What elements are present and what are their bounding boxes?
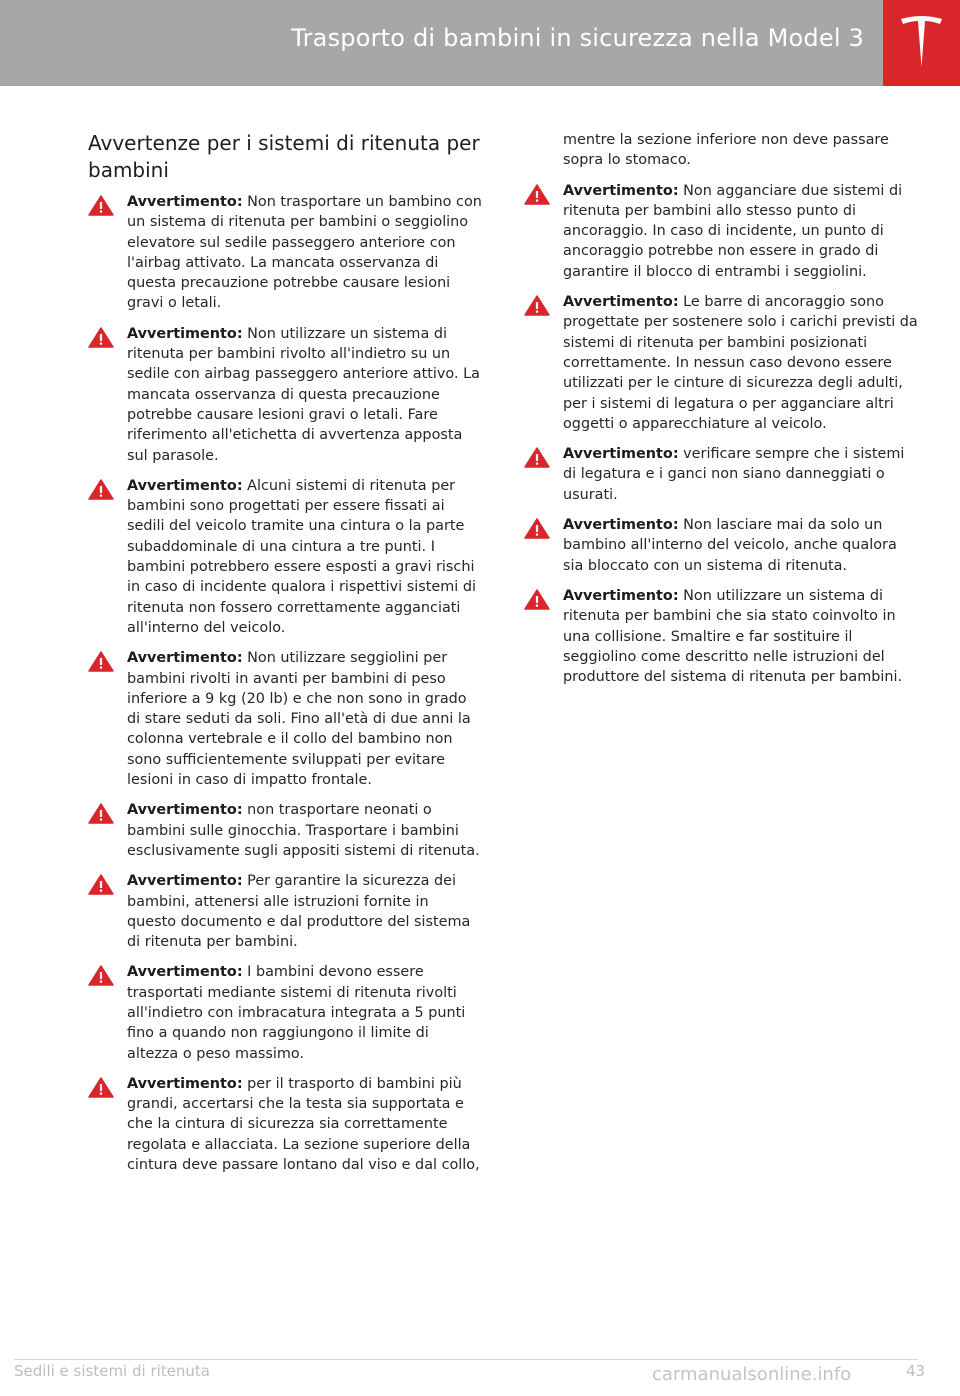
warning-text: Non lasciare mai da solo un bambino all'interno del veicolo, anche qualora sia bloccato con un sistema di ritenuta. <box>563 517 897 574</box>
section-title: Avvertenze per i sistemi di ritenuta per bambini <box>88 131 480 182</box>
warning-text: I bambini devono essere trasportati mediante sistemi di ritenuta rivolti all'indietro con imbracatura integrata a 5 punti fino a quando non raggiungono il limite di altezza o peso massimo. <box>127 964 466 1062</box>
warning-label: Avvertimento: <box>127 650 243 667</box>
warning-label: Avvertimento: <box>127 477 243 494</box>
watermark: carmanualsonline.info <box>652 1364 852 1385</box>
warning-item <box>88 324 482 466</box>
warning-item <box>524 515 920 576</box>
warning-triangle-icon <box>88 479 114 500</box>
warning-text: Non utilizzare un sistema di ritenuta per bambini che sia stato coinvolto in una collisione. Smaltire e far sostituire il seggiolino come descritto nelle istruzioni del produttore del sistema di ritenuta per bambini. <box>563 587 903 686</box>
warning-text: verificare sempre che i sistemi di legatura e i ganci non siano danneggiati o usurati. <box>563 446 905 503</box>
warning-item <box>524 444 920 505</box>
warning-item <box>88 871 482 952</box>
warning-text: Le barre di ancoraggio sono progettate per sostenere solo i carichi previsti da sistemi di ritenuta per bambini posizionati correttamente. In nessun caso devono essere utilizzati per le cinture di sicurezza degli adulti, per i sistemi di legatura o per agganciare altri oggetti o apparecchiature al veicolo. <box>563 294 918 432</box>
warning-triangle-icon <box>88 195 114 216</box>
warning-triangle-icon <box>88 1077 114 1098</box>
warning-text: per il trasporto di bambini più grandi, accertarsi che la testa sia supportata e che la cintura di sicurezza sia correttamente regolata e allacciata. La sezione superiore della cintura deve passare lontano dal viso e dal collo, <box>127 1075 480 1174</box>
warning-text: non trasportare neonati o bambini sulle ginocchia. Trasportare i bambini esclusivamente sugli appositi sistemi di ritenuta. <box>127 802 480 859</box>
warning-text: Non utilizzare seggiolini per bambini rivolti in avanti per bambini di peso inferiore a 9 kg (20 lb) e che non sono in grado di stare seduti da soli. Fino all'età di due anni la colonna vertebrale e il collo del bambino non sono sufficientemente sviluppati per evitare lesioni in caso di impatto frontale. <box>127 650 471 789</box>
warning-label: Avvertimento: <box>563 294 679 311</box>
warning-label: Avvertimento: <box>563 517 679 534</box>
warning-item <box>88 1074 482 1175</box>
warning-item <box>88 648 482 790</box>
warning-text: Non agganciare due sistemi di ritenuta per bambini allo stesso punto di ancoraggio. In caso di incidente, un punto di ancoraggio potrebbe non essere in grado di garantire il blocco di entrambi i seggiolini. <box>563 182 903 280</box>
warning-triangle-icon <box>524 447 550 468</box>
warning-text: Alcuni sistemi di ritenuta per bambini sono progettati per essere fissati ai sedili del veicolo tramite una cintura o la parte subaddominale di una cintura a tre punti. I bambini potrebbero essere esposti a gravi rischi in caso di incidente qualora i rispettivi sistemi di ritenuta non fossero correttamente agganciati all'interno del veicolo. <box>127 477 476 636</box>
tesla-logo-icon <box>899 15 944 69</box>
warning-text: Per garantire la sicurezza dei bambini, attenersi alle istruzioni fornite in questo documento e dal produttore del sistema di ritenuta per bambini. <box>127 873 471 951</box>
warning-triangle-icon <box>524 184 550 205</box>
warning-text: Non trasportare un bambino con un sistema di ritenuta per bambini o seggiolino elevatore sul sedile passeggero anteriore con l'airbag attivato. La mancata osservanza di questa precauzione potrebbe causare lesioni gravi o letali. <box>127 194 482 312</box>
warning-label: Avvertimento: <box>563 446 679 463</box>
warning-label: Avvertimento: <box>127 194 243 210</box>
warning-label: Avvertimento: <box>127 1075 243 1092</box>
warning-label: Avvertimento: <box>127 873 243 890</box>
warning-triangle-icon <box>88 965 114 986</box>
warning-label: Avvertimento: <box>563 587 679 604</box>
warning-item <box>524 181 920 282</box>
warning-item <box>88 192 482 314</box>
tesla-logo-box <box>883 0 960 86</box>
footer-section: Sedili e sistemi di ritenuta <box>14 1362 210 1380</box>
warning-triangle-icon <box>524 518 550 539</box>
warning-label: Avvertimento: <box>127 802 243 819</box>
warning-triangle-icon <box>88 874 114 895</box>
warning-item <box>524 586 920 687</box>
continued-text: mentre la sezione inferiore non deve passare sopra lo stomaco. <box>563 132 889 169</box>
warning-item <box>524 292 920 434</box>
warning-item <box>88 800 482 861</box>
warning-item <box>88 962 482 1063</box>
warning-text: Non utilizzare un sistema di ritenuta per bambini rivolto all'indietro su un sedile con airbag passeggero anteriore attivo. La mancata osservanza di questa precauzione potrebbe causare lesioni gravi o letali. Fare riferimento all'etichetta di avvertenza apposta sul parasole. <box>127 325 480 464</box>
warning-label: Avvertimento: <box>127 325 243 342</box>
page-header <box>0 0 960 86</box>
warning-triangle-icon <box>88 803 114 824</box>
warning-label: Avvertimento: <box>127 964 243 981</box>
warning-triangle-icon <box>524 589 550 610</box>
left-column <box>88 192 482 1185</box>
warning-triangle-icon <box>524 295 550 316</box>
warning-triangle-icon <box>88 327 114 348</box>
footer-divider <box>14 1359 918 1360</box>
right-column <box>524 130 920 697</box>
footer-page-number: 43 <box>906 1362 926 1380</box>
warning-label: Avvertimento: <box>563 182 679 199</box>
warning-triangle-icon <box>88 651 114 672</box>
header-title: Trasporto di bambini in sicurezza nella Model 3 <box>291 24 864 52</box>
warning-item <box>88 476 482 638</box>
